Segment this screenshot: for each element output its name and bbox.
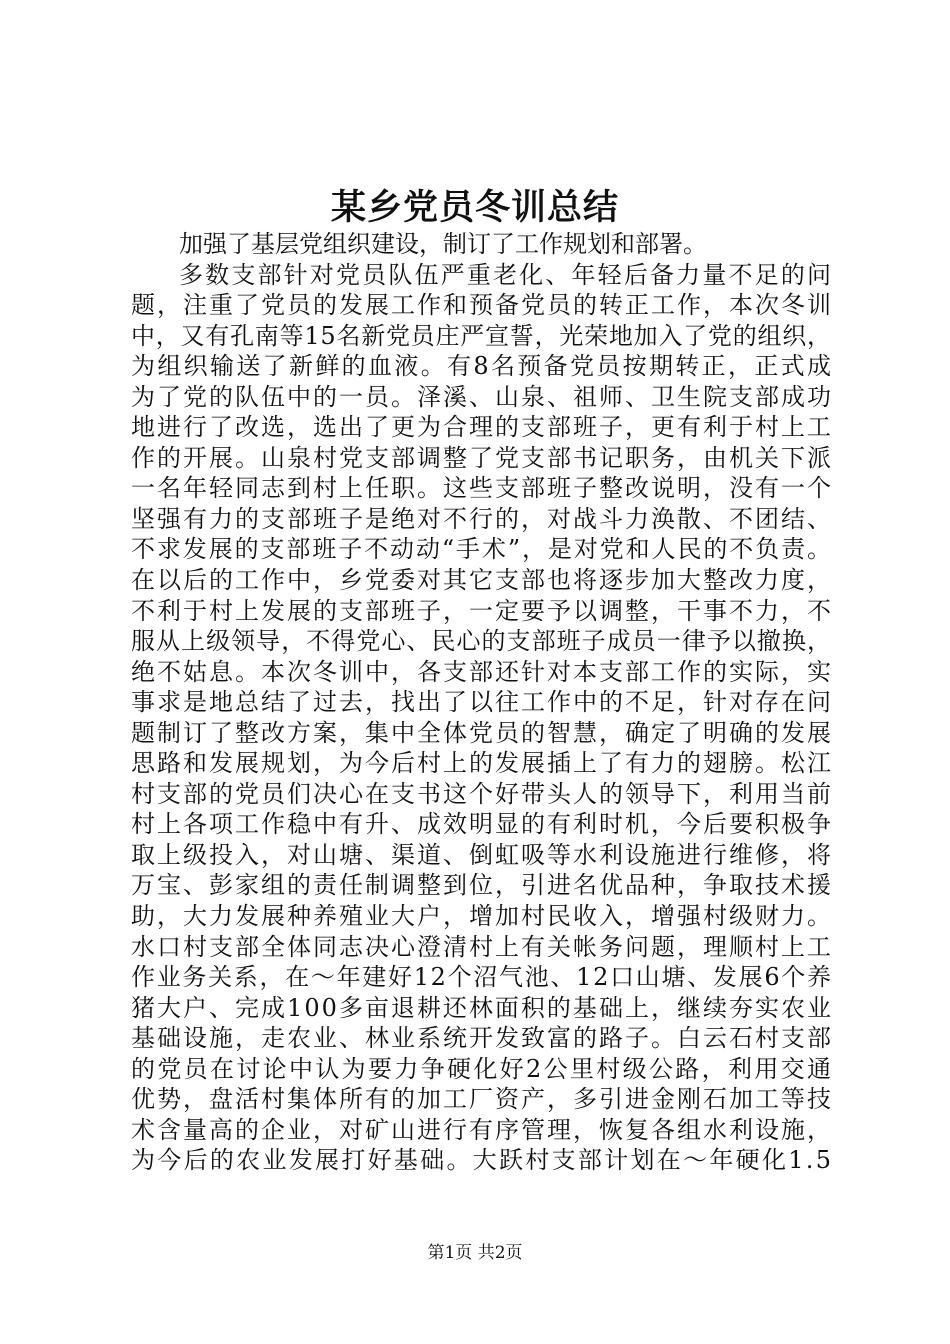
text-line: 的党员在讨论中认为要力争硬化好2公里村级公路，利用交通 (131, 1054, 834, 1083)
text-line: 一名年轻同志到村上任职。这些支部班子整改说明，没有一个 (131, 474, 833, 503)
text-line: 绝不姑息。本次冬训中，各支部还针对本支部工作的实际，实 (131, 657, 833, 686)
text-line: 地进行了改选，选出了更为合理的支部班子，更有利于村上工 (131, 413, 833, 442)
text-line: 为今后的农业发展打好基础。大跃村支部计划在～年硬化1.5 (131, 1146, 834, 1175)
text-line: 万宝、彭家组的责任制调整到位，引进名优品种，争取技术援 (131, 871, 833, 900)
text-line: 术含量高的企业，对矿山进行有序管理，恢复各组水利设施， (131, 1115, 833, 1144)
document-body (131, 229, 834, 1176)
text-line: 多数支部针对党员队伍严重老化、年轻后备力量不足的问 (179, 260, 834, 289)
text-line: 村上各项工作稳中有升、成效明显的有利时机，今后要积极争 (131, 810, 833, 839)
text-line: 基础设施，走农业、林业系统开发致富的路子。白云石村支部 (131, 1024, 833, 1053)
document-title: 某乡党员冬训总结 (330, 187, 619, 228)
text-line: 中，又有孔南等15名新党员庄严宣誓，光荣地加入了党的组织， (131, 321, 832, 350)
text-line: 事求是地总结了过去，找出了以往工作中的不足，针对存在问 (131, 688, 833, 717)
text-line: 为组织输送了新鲜的血液。有8名预备党员按期转正，正式成 (131, 352, 834, 381)
text-line: 题，注重了党员的发展工作和预备党员的转正工作，本次冬训 (131, 291, 833, 320)
text-line: 为了党的队伍中的一员。泽溪、山泉、祖师、卫生院支部成功 (131, 382, 833, 411)
text-line: 思路和发展规划，为今后村上的发展插上了有力的翅膀。松江 (131, 749, 833, 778)
text-line: 作的开展。山泉村党支部调整了党支部书记职务，由机关下派 (131, 443, 833, 472)
text-line: 助，大力发展种养殖业大户，增加村民收入，增强村级财力。 (131, 902, 833, 931)
text-line: 村支部的党员们决心在支书这个好带头人的领导下，利用当前 (131, 779, 833, 808)
text-line: 水口村支部全体同志决心澄清村上有关帐务问题，理顺村上工 (131, 932, 833, 961)
text-line: 作业务关系，在～年建好12个沼气池、12口山塘、发展6个养 (131, 963, 833, 992)
text-line: 服从上级领导，不得党心、民心的支部班子成员一律予以撤换， (131, 627, 833, 656)
page-number-footer: 第1页 共2页 (427, 1243, 523, 1263)
text-line: 不利于村上发展的支部班子，一定要予以调整，干事不力，不 (131, 596, 833, 625)
text-line: 题制订了整改方案，集中全体党员的智慧，确定了明确的发展 (131, 718, 833, 747)
text-line: 取上级投入，对山塘、渠道、倒虹吸等水利设施进行维修，将 (131, 840, 833, 869)
text-line: 优势，盘活村集体所有的加工厂资产，多引进金刚石加工等技 (131, 1085, 833, 1114)
text-line: 加强了基层党组织建设，制订了工作规划和部署。 (179, 230, 707, 258)
text-line: 坚强有力的支部班子是绝对不行的，对战斗力涣散、不团结、 (131, 504, 833, 533)
text-line: 不求发展的支部班子不动动“手术”，是对党和人民的不负责。 (131, 535, 833, 564)
text-line: 在以后的工作中，乡党委对其它支部也将逐步加大整改力度， (131, 566, 833, 595)
text-line: 猪大户、完成100多亩退耕还林面积的基础上，继续夯实农业 (131, 993, 834, 1022)
